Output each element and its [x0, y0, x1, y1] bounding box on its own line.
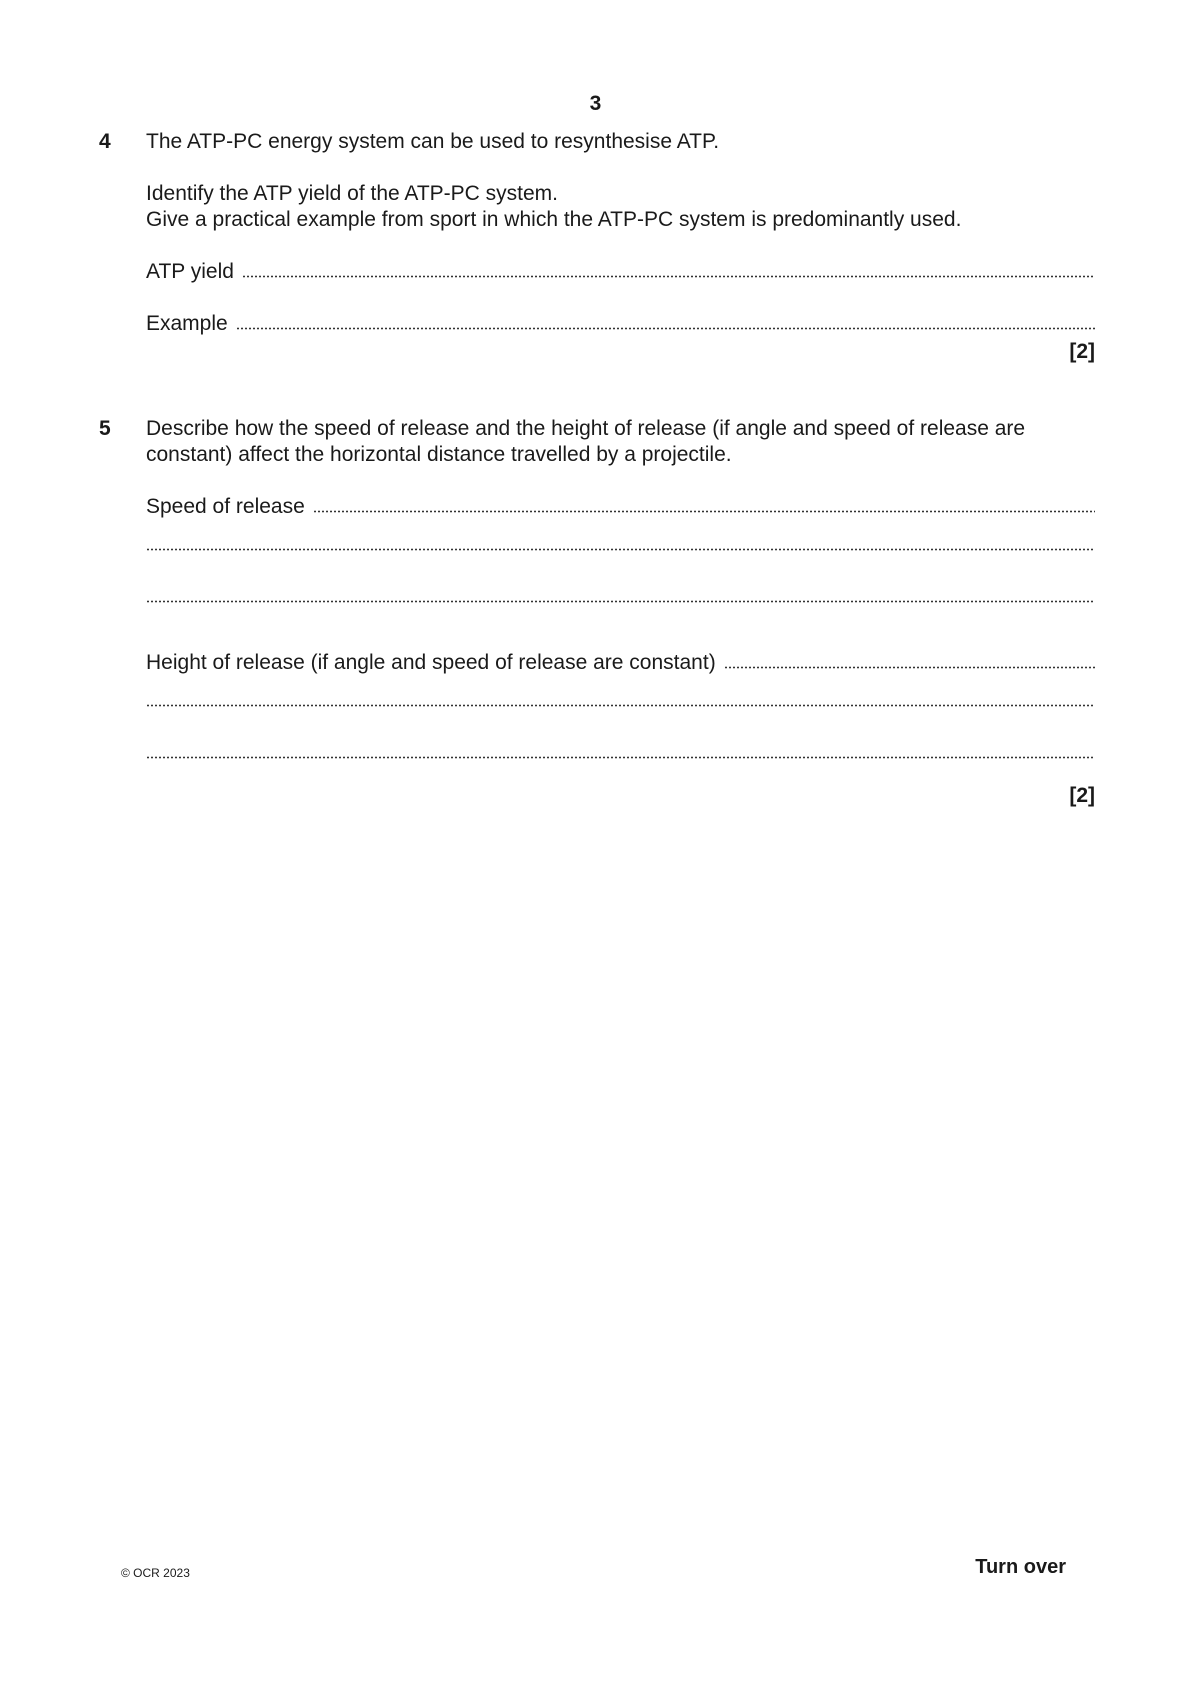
- marks-label: [2]: [1069, 784, 1095, 807]
- answer-line[interactable]: [146, 600, 1095, 604]
- answer-line-example[interactable]: [146, 313, 1095, 334]
- question-stem: constant) affect the horizontal distance travelled by a projectile.: [146, 443, 732, 466]
- page-number: 3: [589, 92, 602, 115]
- question-number: 5: [99, 417, 111, 440]
- answer-label: Example: [146, 312, 228, 335]
- dotted-answer-line[interactable]: [146, 600, 1095, 603]
- answer-line-atp-yield[interactable]: [146, 261, 1095, 282]
- answer-label: Speed of release: [146, 495, 305, 518]
- answer-line-height-of-release[interactable]: [146, 652, 1095, 673]
- dotted-answer-line[interactable]: [146, 548, 1095, 551]
- question-stem: Describe how the speed of release and the height of release (if angle and speed of release are: [146, 417, 1026, 440]
- dotted-answer-line[interactable]: [242, 275, 1095, 278]
- dotted-answer-line[interactable]: [146, 756, 1095, 759]
- answer-label: Height of release (if angle and speed of release are constant): [146, 651, 716, 674]
- answer-line[interactable]: [146, 704, 1095, 708]
- dotted-answer-line[interactable]: [146, 704, 1095, 707]
- question-stem: The ATP-PC energy system can be used to resynthesise ATP.: [146, 130, 720, 153]
- turn-over-label: Turn over: [975, 1556, 1066, 1578]
- dotted-answer-line[interactable]: [236, 327, 1095, 330]
- answer-line[interactable]: [146, 756, 1095, 760]
- marks-label: [2]: [1069, 340, 1095, 363]
- question-instruction: Identify the ATP yield of the ATP-PC system.: [146, 182, 559, 205]
- answer-line-speed-of-release[interactable]: [146, 496, 1095, 517]
- question-number: 4: [99, 130, 111, 153]
- answer-label: ATP yield: [146, 260, 234, 283]
- answer-line[interactable]: [146, 548, 1095, 552]
- question-instruction: Give a practical example from sport in which the ATP-PC system is predominantly used.: [146, 208, 962, 231]
- copyright-notice: © OCR 2023: [121, 1566, 190, 1580]
- dotted-answer-line[interactable]: [313, 510, 1095, 513]
- dotted-answer-line[interactable]: [724, 666, 1095, 669]
